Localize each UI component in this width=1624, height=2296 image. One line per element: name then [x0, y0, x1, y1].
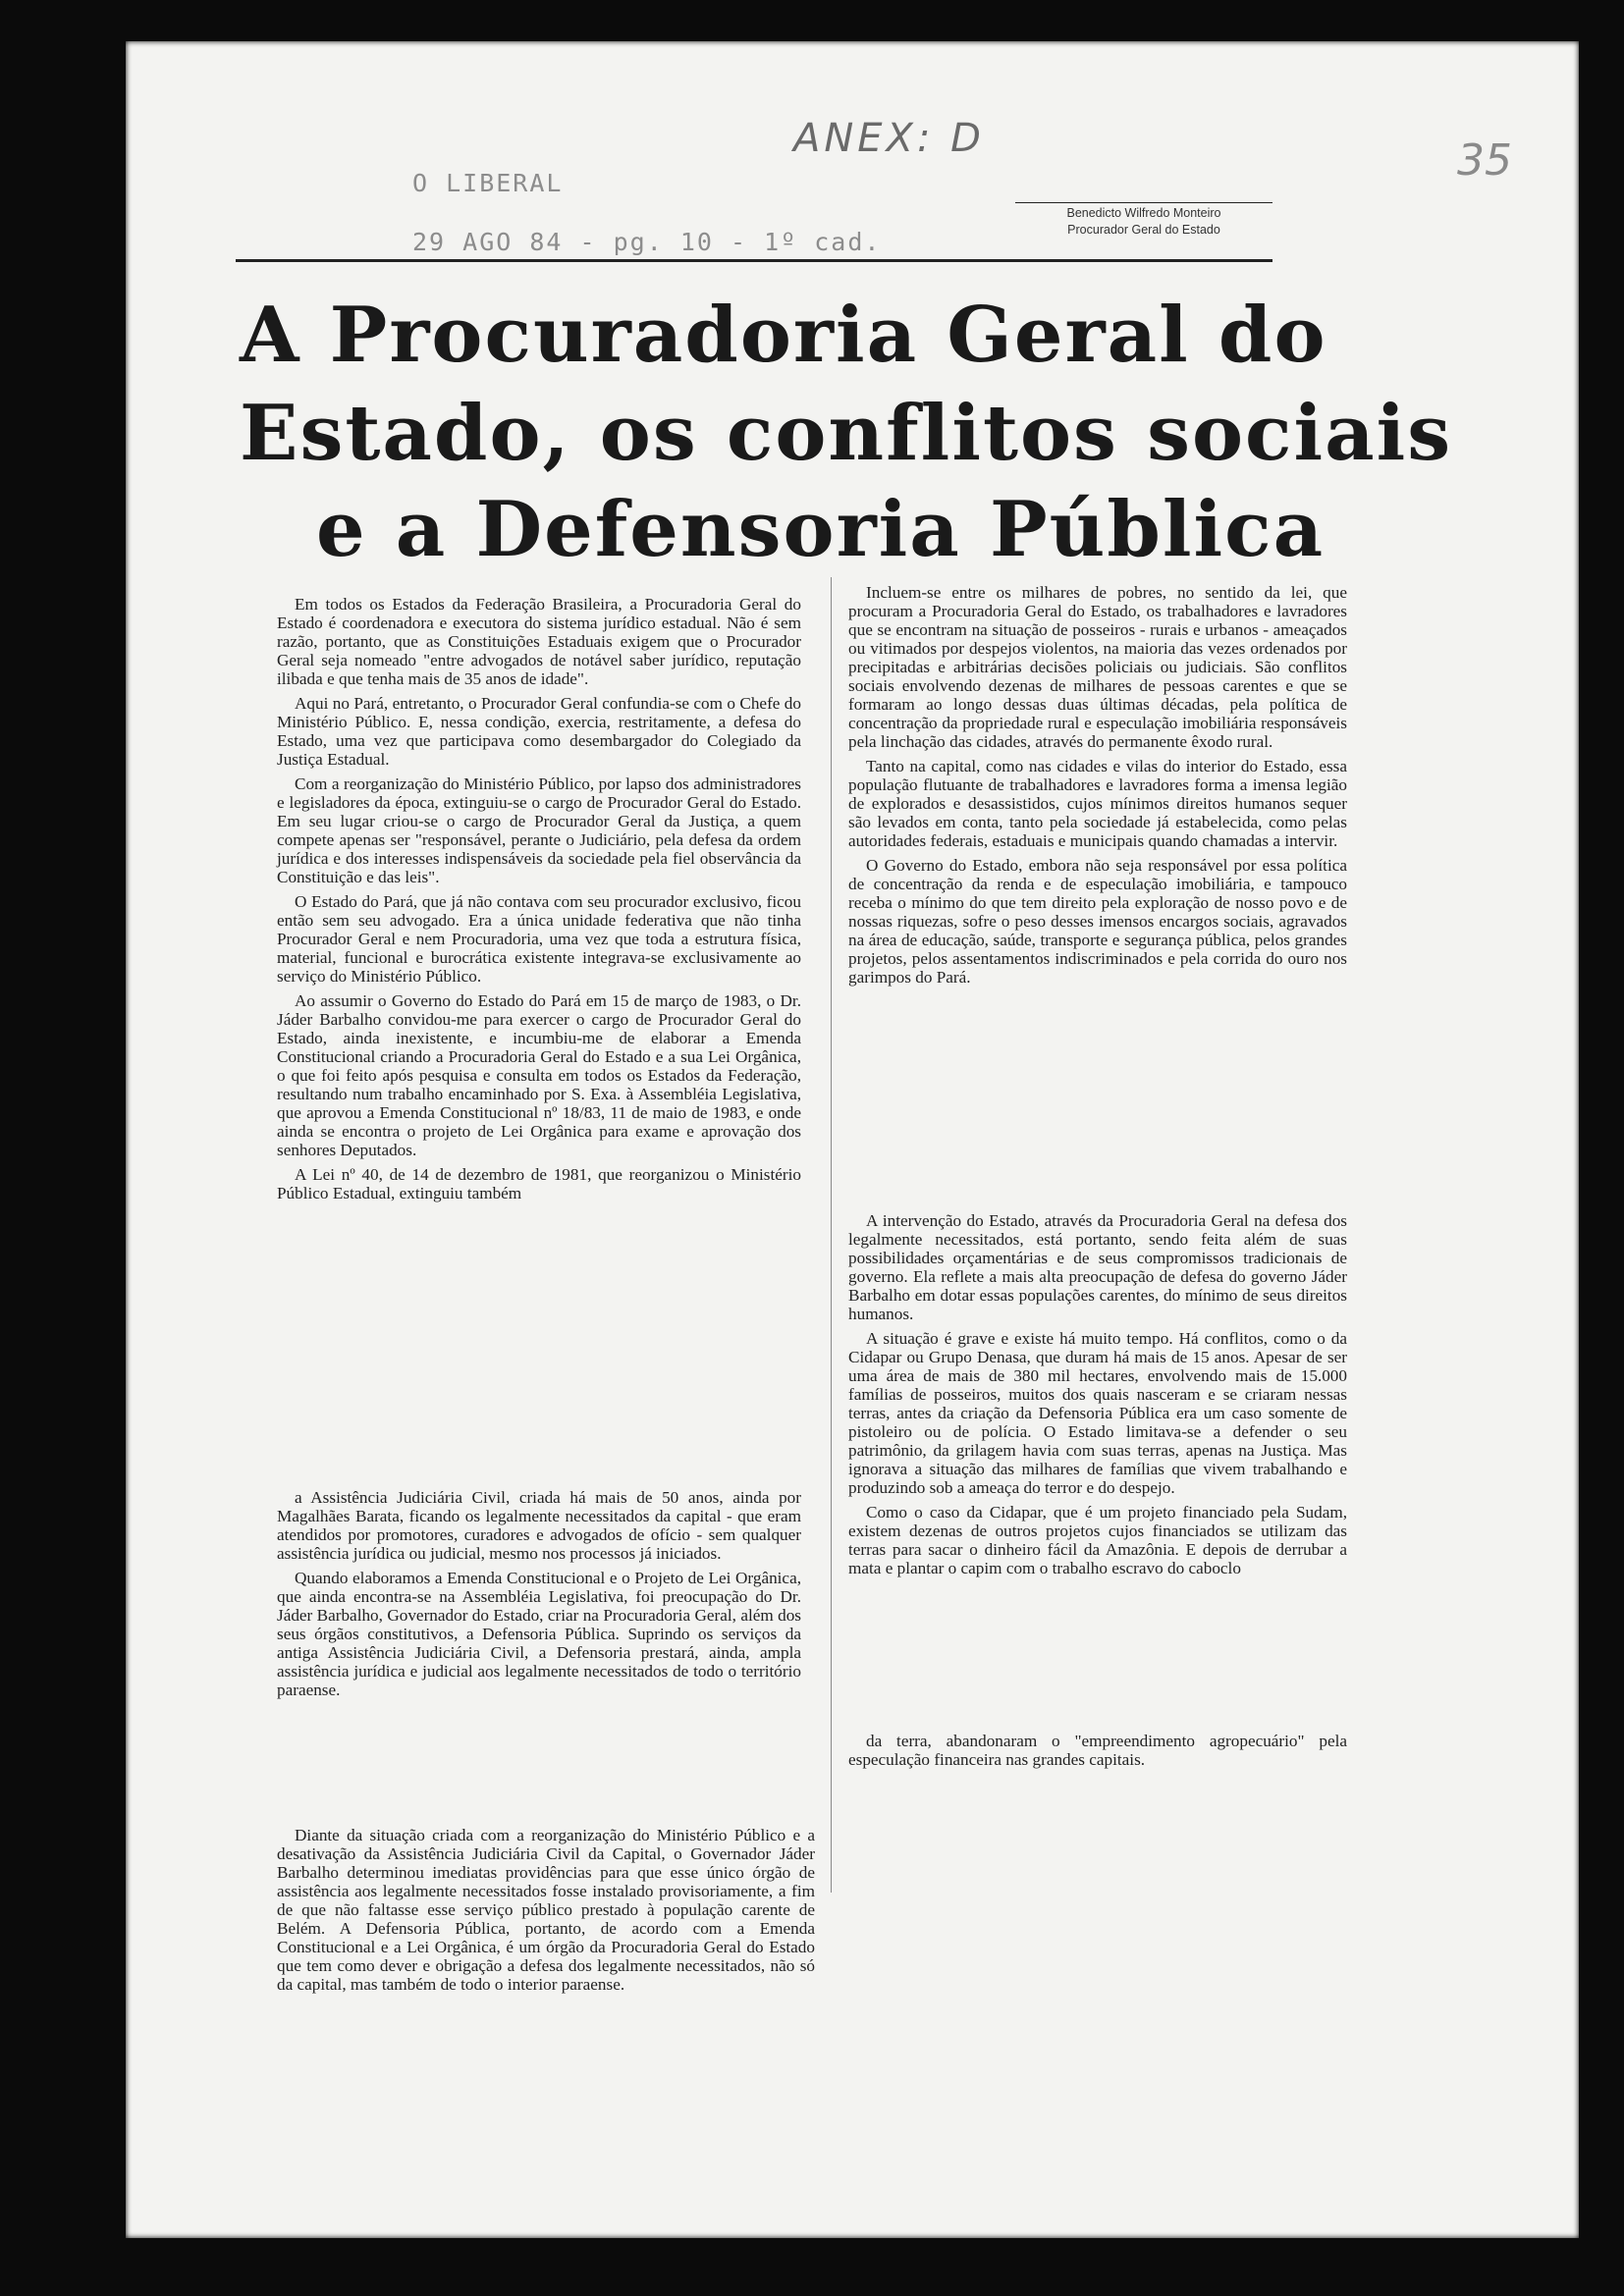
paragraph: A intervenção do Estado, através da Procuradoria Geral na defesa dos legalmente necessitados, está portanto, sendo feita além de suas possibilidades orçamentárias e de seus compromissos tradicionais de governo. Ela reflete a mais alta preocupação de defesa do governo Jáder Barbalho em dotar essas populações carentes, do mínimo de seus direitos humanos. — [848, 1211, 1347, 1323]
article-column-5 — [848, 1211, 1347, 1583]
article-column-6 — [848, 1732, 1347, 1775]
paragraph: Como o caso da Cidapar, que é um projeto financiado pela Sudam, existem dezenas de outros projetos cujos financiados se utilizam das terras para sacar o dinheiro fácil da Amazônia. E depois de derrubar a mata e plantar o capim com o trabalho escravo do caboclo — [848, 1503, 1347, 1577]
article-column-3 — [277, 1826, 815, 2000]
paragraph: Com a reorganização do Ministério Público, por lapso dos administradores e legisladores da época, extinguiu-se o cargo de Procurador Geral do Estado. Em seu lugar criou-se o cargo de Procurador Geral da Justiça, a quem compete apenas ser "responsável, perante o Judiciário, pela defesa da ordem jurídica e dos interesses indispensáveis da sociedade pela fiel observância da Constituição e das leis". — [277, 774, 801, 886]
author-title: Procurador Geral do Estado — [1067, 223, 1220, 237]
paragraph: A Lei nº 40, de 14 de dezembro de 1981, que reorganizou o Ministério Público Estadual, extinguiu também — [277, 1165, 801, 1202]
paragraph: A situação é grave e existe há muito tempo. Há conflitos, como o da Cidapar ou Grupo Denasa, que duram há mais de 15 anos. Apesar de ser uma área de mais de 380 mil hectares, envolvendo mais de 15.000 famílias de posseiros, muitos dos quais nasceram e se criaram nessas terras, antes da criação da Defensoria Pública era um caso somente de pistoleiro ou de polícia. O Estado limitava-se a defender o seu patrimônio, da grilagem havia com suas terras, apenas na Justiça. Mas ignorava a situação das milhares de famílias que vivem trabalhando e produzindo sob a ameaça do terror e do despejo. — [848, 1329, 1347, 1497]
headline-line-1: A Procuradoria Geral do — [240, 291, 1327, 380]
article-column-4 — [848, 583, 1347, 992]
paragraph: Ao assumir o Governo do Estado do Pará em 15 de março de 1983, o Dr. Jáder Barbalho convidou-me para exercer o cargo de Procurador Geral do Estado, ainda inexistente, e incumbiu-me de elaborar a Emenda Constitucional criando a Procuradoria Geral do Estado e a sua Lei Orgânica, o que foi feito após pesquisa e consulta em todos os Estados da Federação, resultando num trabalho encaminhado por S. Exa. à Assembléia Legislativa, que aprovou a Emenda Constitucional nº 18/83, 11 de maio de 1983, e onde ainda se encontra o projeto de Lei Orgânica para exame e aprovação dos senhores Deputados. — [277, 991, 801, 1159]
paragraph: Diante da situação criada com a reorganização do Ministério Público e a desativação da Assistência Judiciária Civil da Capital, o Governador Jáder Barbalho determinou imediatas providências para que esse único órgão de assistência aos legalmente necessitados fosse instalado provisoriamente, a fim de que não faltasse esse serviço público prestado à população carente de Belém. A Defensoria Pública, portanto, de acordo com a Emenda Constitucional e a Lei Orgânica, é um órgão da Procuradoria Geral do Estado que tem como dever e obrigação a defesa dos legalmente necessitados, não só da capital, mas também de todo o interior paraense. — [277, 1826, 815, 1994]
scan-border-top — [0, 0, 1624, 41]
column-divider — [831, 577, 832, 1893]
paragraph: a Assistência Judiciária Civil, criada há mais de 50 anos, ainda por Magalhães Barata, ficando os legalmente necessitados da capital - que eram atendidos por promotores, curadores e advogados de ofício - sem qualquer assistência jurídica ou judicial, mesmo nos processos já iniciados. — [277, 1488, 801, 1563]
article-column-1 — [277, 595, 801, 1208]
header-rule — [236, 259, 1272, 262]
date-page-stamp: 29 AGO 84 - pg. 10 - 1º cad. — [412, 228, 882, 256]
scan-border-bottom — [0, 2238, 1624, 2296]
paragraph: Quando elaboramos a Emenda Constitucional e o Projeto de Lei Orgânica, que ainda encontra-se na Assembléia Legislativa, foi preocupação do Dr. Jáder Barbalho, Governador do Estado, criar na Procuradoria Geral, além dos seus órgãos constitutivos, a Defensoria Pública. Suprindo os serviços da antiga Assistência Judiciária Civil, a Defensoria prestará, ainda, ampla assistência jurídica e judicial aos legalmente necessitados de todo o território paraense. — [277, 1569, 801, 1699]
author-byline — [1015, 202, 1272, 239]
paragraph: Tanto na capital, como nas cidades e vilas do interior do Estado, essa população flutuante de trabalhadores e lavradores forma a imensa legião de explorados e desassistidos, cujos mínimos direitos humanos sequer são levados em conta, tanto pela sociedade já estabelecida, como pelas autoridades federais, estaduais e municipais quando chamadas a intervir. — [848, 757, 1347, 850]
paragraph: Em todos os Estados da Federação Brasileira, a Procuradoria Geral do Estado é coordenadora e executora do sistema jurídico estadual. Não é sem razão, portanto, que as Constituições Estaduais exigem que o Procurador Geral seja nomeado "entre advogados de notável saber jurídico, reputação ilibada e que tenha mais de 35 anos de idade". — [277, 595, 801, 688]
headline-line-3: e a Defensoria Pública — [316, 485, 1326, 574]
paragraph: O Governo do Estado, embora não seja responsável por essa política de concentração da renda e de especulação imobiliária, e tampouco receba o mínimo do que tem direito pela exploração de nosso povo e de nossas riquezas, sofre o peso desses imensos encargos sociais, agravados na área de educação, saúde, transporte e segurança pública, pelos grandes projetos, pelos assentamentos indiscriminados e pela corrida do ouro nos garimpos do Pará. — [848, 856, 1347, 987]
article-column-2 — [277, 1488, 801, 1705]
headline-line-2: Estado, os conflitos sociais — [240, 389, 1453, 478]
author-name: Benedicto Wilfredo Monteiro — [1015, 202, 1272, 222]
newspaper-name-stamp: O LIBERAL — [412, 169, 564, 197]
paragraph: O Estado do Pará, que já não contava com seu procurador exclusivo, ficou então sem seu advogado. Era a única unidade federativa que não tinha Procurador Geral e nem Procuradoria, uma vez que toda a estrutura física, material, funcional e burocrática existente integrava-se exclusivamente ao serviço do Ministério Público. — [277, 892, 801, 986]
handwritten-page-number: 35 — [1457, 135, 1512, 186]
paragraph: Aqui no Pará, entretanto, o Procurador Geral confundia-se com o Chefe do Ministério Público. E, nessa condição, exercia, restritamente, a defesa do Estado, uma vez que participava como desembargador do Colegiado da Justiça Estadual. — [277, 694, 801, 769]
handwritten-annex-note: ANEX: D — [793, 116, 985, 161]
paragraph: da terra, abandonaram o "empreendimento agropecuário" pela especulação financeira nas grandes capitais. — [848, 1732, 1347, 1769]
paragraph: Incluem-se entre os milhares de pobres, no sentido da lei, que procuram a Procuradoria Geral do Estado, os trabalhadores e lavradores que se encontram na situação de posseiros - rurais e urbanos - ameaçados ou vitimados por despejos violentos, na maioria das vezes ordenados por precipitadas e arbitrárias decisões policiais ou judiciais. São conflitos sociais envolvendo dezenas de milhares de pessoas carentes e que se formaram ao longo dessas duas últimas décadas, pela política de concentração da propriedade rural e especulação imobiliária responsáveis pela linchação das cidades, através do permanente êxodo rural. — [848, 583, 1347, 751]
